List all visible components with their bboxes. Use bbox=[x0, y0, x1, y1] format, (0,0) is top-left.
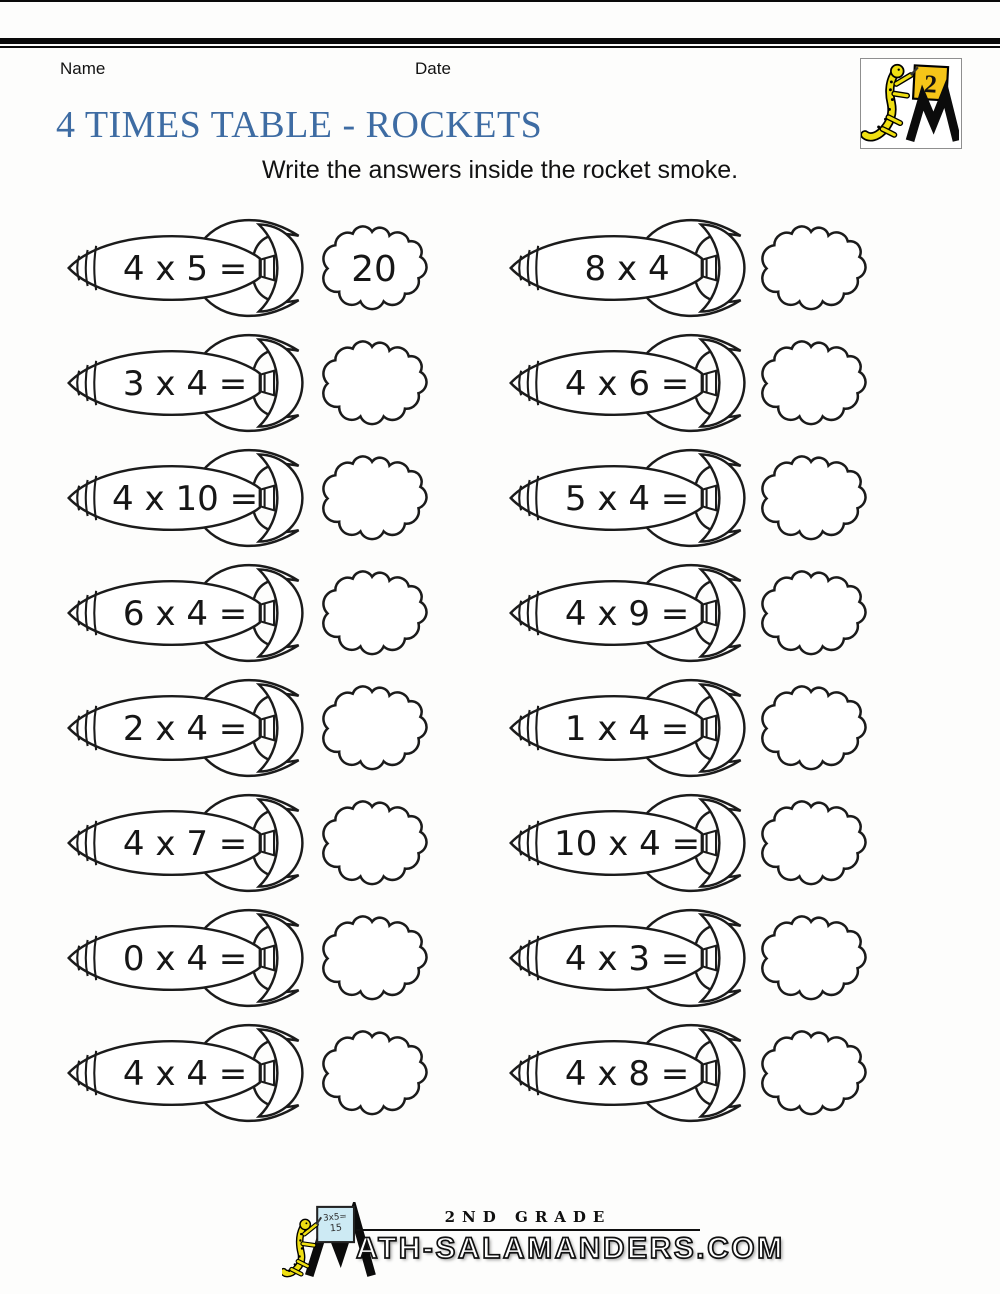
answer-value: 20 bbox=[351, 248, 397, 290]
site-name-text: ATH-SALAMANDERS.COM bbox=[356, 1232, 785, 1265]
rocket bbox=[506, 441, 752, 555]
top-edge-line bbox=[0, 0, 1000, 2]
header-rule-thick bbox=[0, 38, 1000, 44]
smoke-cloud-answer-area[interactable] bbox=[316, 224, 432, 313]
header-rule-thin bbox=[0, 46, 1000, 48]
smoke-cloud-answer-area[interactable] bbox=[316, 1029, 432, 1118]
rocket bbox=[506, 1016, 752, 1130]
board-equation: 3x5= bbox=[322, 1211, 348, 1224]
rocket bbox=[64, 441, 310, 555]
smoke-cloud-answer-area[interactable] bbox=[316, 339, 432, 428]
rocket bbox=[506, 901, 752, 1015]
rocket bbox=[506, 671, 752, 785]
rocket bbox=[506, 556, 752, 670]
problem-label: 4 x 3 = bbox=[564, 938, 690, 979]
problem-label: 4 x 7 = bbox=[122, 823, 248, 864]
smoke-cloud-answer-area[interactable] bbox=[755, 224, 871, 313]
problem-label: 10 x 4 = bbox=[554, 823, 701, 864]
smoke-cloud-answer-area[interactable] bbox=[755, 799, 871, 888]
problem-label: 4 x 9 = bbox=[564, 593, 690, 634]
problem-label: 4 x 8 = bbox=[564, 1053, 690, 1094]
problem-label: 4 x 4 = bbox=[122, 1053, 248, 1094]
rocket bbox=[64, 1016, 310, 1130]
name-label: Name bbox=[60, 59, 106, 78]
problem-label: 4 x 6 = bbox=[564, 363, 690, 404]
rocket bbox=[64, 556, 310, 670]
rocket bbox=[506, 326, 752, 440]
problem-label: 1 x 4 = bbox=[564, 708, 690, 749]
smoke-cloud-answer-area[interactable] bbox=[755, 914, 871, 1003]
smoke-cloud-answer-area[interactable] bbox=[755, 684, 871, 773]
problem-label: 5 x 4 = bbox=[564, 478, 690, 519]
rocket bbox=[506, 786, 752, 900]
smoke-cloud-answer-area[interactable] bbox=[755, 1029, 871, 1118]
footer-brand bbox=[356, 1208, 785, 1266]
problem-label: 2 x 4 = bbox=[122, 708, 248, 749]
problem-label: 3 x 4 = bbox=[122, 363, 248, 404]
rocket bbox=[64, 211, 310, 325]
rocket bbox=[64, 786, 310, 900]
rocket bbox=[506, 211, 752, 325]
rocket bbox=[64, 326, 310, 440]
date-label: Date bbox=[415, 59, 451, 78]
rocket bbox=[64, 671, 310, 785]
rocket bbox=[64, 901, 310, 1015]
smoke-cloud-answer-area[interactable] bbox=[755, 339, 871, 428]
instruction-text: Write the answers inside the rocket smoke. bbox=[261, 156, 739, 184]
problem-label: 4 x 10 = bbox=[112, 478, 259, 519]
problem-label: 6 x 4 = bbox=[122, 593, 248, 634]
grade-2-salamander-logo bbox=[860, 58, 962, 149]
smoke-cloud-answer-area[interactable] bbox=[316, 914, 432, 1003]
smoke-cloud-answer-area[interactable] bbox=[316, 569, 432, 658]
problem-label: 4 x 5 = bbox=[122, 248, 248, 289]
smoke-cloud-answer-area[interactable] bbox=[755, 569, 871, 658]
page-title: 4 TIMES TABLE - ROCKETS bbox=[56, 104, 543, 146]
smoke-cloud-answer-area[interactable] bbox=[316, 454, 432, 543]
smoke-cloud-answer-area[interactable] bbox=[316, 684, 432, 773]
problem-label: 0 x 4 = bbox=[122, 938, 248, 979]
board-answer: 15 bbox=[329, 1222, 343, 1235]
smoke-cloud-answer-area[interactable] bbox=[755, 454, 871, 543]
grade-number: 2 bbox=[923, 69, 938, 99]
problem-label: 8 x 4 bbox=[584, 248, 670, 289]
smoke-cloud-answer-area[interactable] bbox=[316, 799, 432, 888]
footer-divider-line bbox=[356, 1229, 700, 1231]
salamander-grade-2-icon bbox=[861, 59, 959, 146]
grade-level-text: 2ND GRADE bbox=[444, 1208, 612, 1226]
